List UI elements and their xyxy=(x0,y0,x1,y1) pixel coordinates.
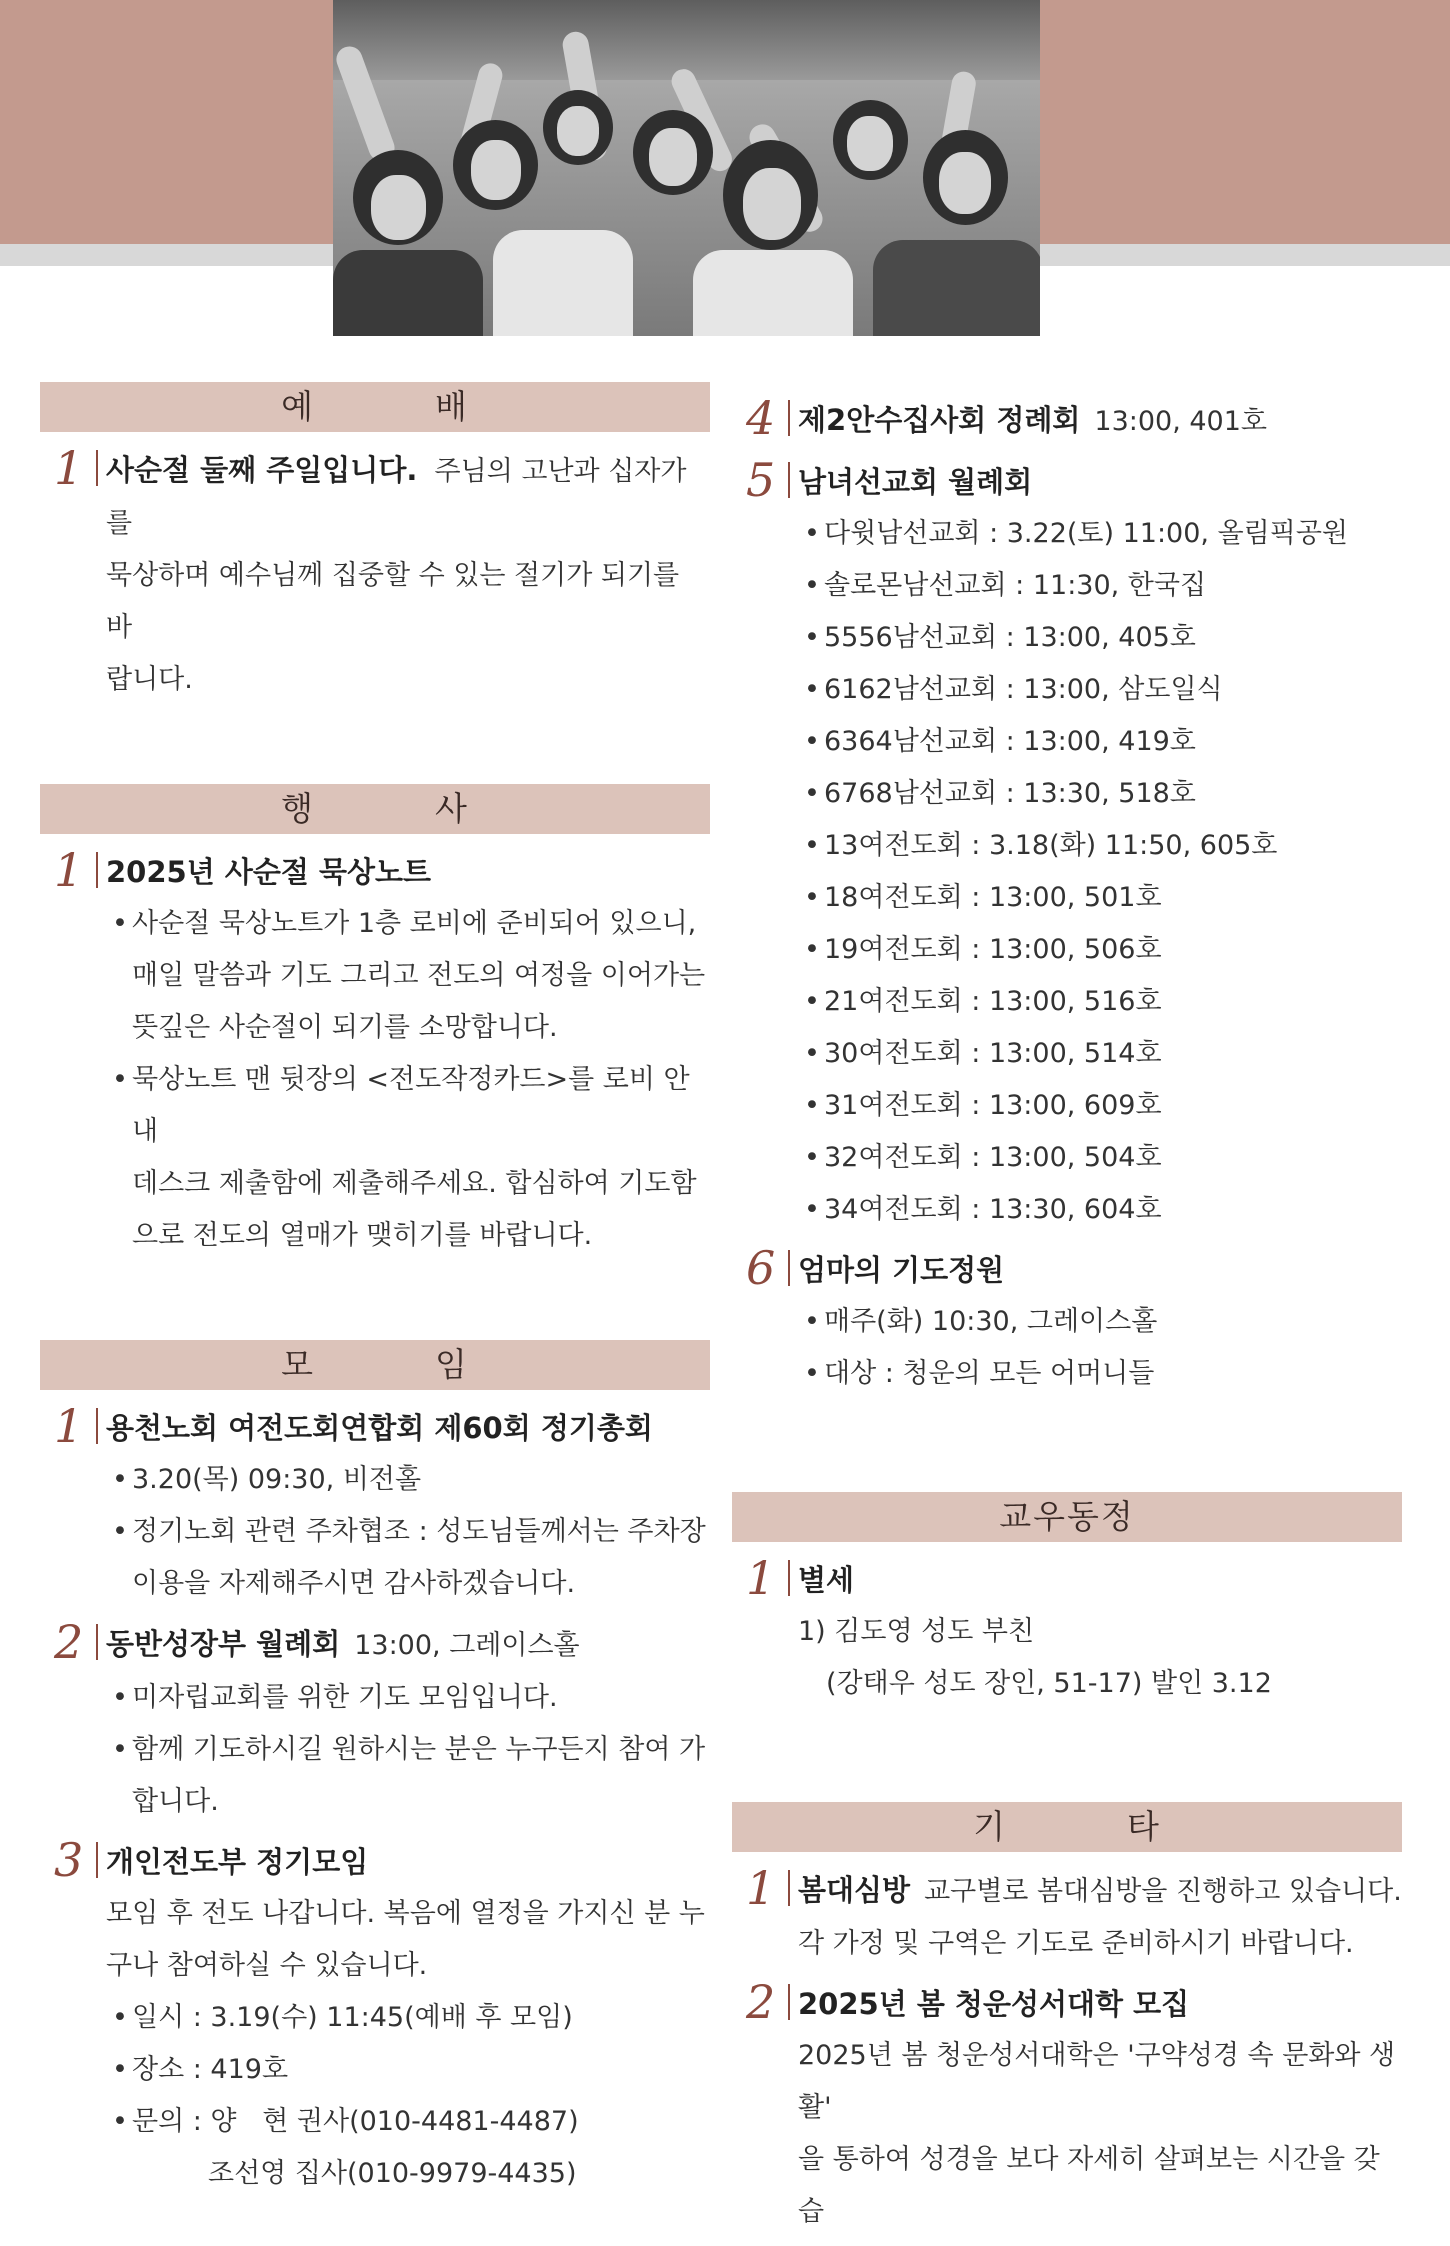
bullet: • 함께 기도하시길 원하시는 분은 누구든지 참여 가 xyxy=(106,1724,710,1776)
meetings-item-2: 2 동반성장부 월례회 13:00, 그레이스홀 • 미자립교회를 위한 기도 모임입니다. • 함께 기도하시길 원하시는 분은 누구든지 참여 가 합니다. xyxy=(40,1618,710,1828)
bullet: • 19여전도회 : 13:00, 506호 xyxy=(798,924,1402,976)
bullet: • 34여전도회 : 13:30, 604호 xyxy=(798,1184,1402,1236)
bullet: • 장소 : 419호 xyxy=(106,2044,710,2096)
item-number: 1 xyxy=(54,843,84,897)
meetings-item-6 xyxy=(732,1241,1402,1400)
bullet: • 21여전도회 : 13:00, 516호 xyxy=(798,976,1402,1028)
header-band-right xyxy=(1040,0,1450,244)
etc-item-1: 1 봄대심방 교구별로 봄대심방을 진행하고 있습니다. 각 가정 및 구역은 기도로 준비하시기 바랍니다. xyxy=(746,1861,1402,1959)
item-title: 봄대심방 xyxy=(798,1873,911,1907)
bullet: • 5556남선교회 : 13:00, 405호 xyxy=(798,612,1402,664)
meetings-item-5 xyxy=(732,453,1402,1236)
meetings-item-4: 4 제2안수집사회 정례회 13:00, 401호 xyxy=(746,391,1267,445)
item-number: 5 xyxy=(746,453,776,507)
item-title: 엄마의 기도정원 xyxy=(798,1253,1005,1287)
bullet: • 사순절 묵상노트가 1층 로비에 준비되어 있으니, xyxy=(106,898,710,950)
item-number: 1 xyxy=(746,1861,776,1915)
bullet: • 묵상노트 맨 뒷장의 <전도작정카드>를 로비 안내 xyxy=(106,1054,710,1158)
item-title: 2025년 봄 청운성서대학 모집 xyxy=(798,1987,1190,2021)
events-item-1: 1 2025년 사순절 묵상노트 • 사순절 묵상노트가 1층 로비에 준비되어 있으니, 매일 말씀과 기도 그리고 전도의 여정을 이어가는 뜻깊은 사순절이 되기를 소망합니다. • 묵상노트 맨 뒷장의 <전도작정카드>를 로비 안내 데스크 제출함에 제출해주세요. 합심하여 기도함 으로 전도의 열매가 맺히기를 바랍니다. xyxy=(40,846,710,1262)
bullet: • 6162남선교회 : 13:00, 삼도일식 xyxy=(798,664,1402,716)
item-number: 1 xyxy=(746,1551,776,1605)
bullet: • 솔로몬남선교회 : 11:30, 한국집 xyxy=(798,560,1402,612)
item-title: 남녀선교회 월례회 xyxy=(798,465,1033,499)
item-number: 3 xyxy=(54,1833,84,1887)
bullet: • 13여전도회 : 3.18(화) 11:50, 605호 xyxy=(798,820,1402,872)
worship-item-1: 1 사순절 둘째 주일입니다. 주님의 고난과 십자가를 묵상하며 예수님께 집중할 수 있는 절기가 되기를 바 랍니다. xyxy=(54,441,687,695)
bullet: • 매주(화) 10:30, 그레이스홀 xyxy=(798,1296,1402,1348)
section-heading-events: 행 사 xyxy=(40,784,710,834)
news-item-1: 1 별세 1) 김도영 성도 부친 (강태우 성도 장인, 51-17) 발인 3.12 xyxy=(732,1554,1402,1710)
bullet: • 미자립교회를 위한 기도 모임입니다. xyxy=(106,1672,710,1724)
header-photo xyxy=(333,0,1040,336)
left-column xyxy=(40,382,710,2208)
item-title: 별세 xyxy=(798,1563,855,1597)
item-number: 2 xyxy=(54,1615,84,1669)
bullet: • 일시 : 3.19(수) 11:45(예배 후 모임) xyxy=(106,1992,710,2044)
bullet: • 3.20(목) 09:30, 비전홀 xyxy=(106,1454,710,1506)
item-title: 동반성장부 월례회 xyxy=(106,1627,341,1661)
bullet: • 대상 : 청운의 모든 어머니들 xyxy=(798,1348,1402,1400)
meetings-item-3: 3 개인전도부 정기모임 모임 후 전도 나갑니다. 복음에 열정을 가지신 분 누 구나 참여하실 수 있습니다. • 일시 : 3.19(수) 11:45(예배 후 모임) • 장소 : 419호 • 문의 : 양 현 권사(010-4481-4487) 조선영 집사(010-9979-4435) xyxy=(40,1836,710,2200)
header-band-left xyxy=(0,0,333,244)
bullet: • 문의 : 양 현 권사(010-4481-4487) xyxy=(106,2096,710,2148)
bullet: • 6364남선교회 : 13:00, 419호 xyxy=(798,716,1402,768)
right-column xyxy=(732,391,1402,2246)
bullet: • 18여전도회 : 13:00, 501호 xyxy=(798,872,1402,924)
section-heading-news: 교우동정 xyxy=(732,1492,1402,1542)
bullet: • 6768남선교회 : 13:30, 518호 xyxy=(798,768,1402,820)
section-heading-meetings: 모 임 xyxy=(40,1340,710,1390)
bullet: • 다윗남선교회 : 3.22(토) 11:00, 올림픽공원 xyxy=(798,508,1402,560)
item-number: 1 xyxy=(54,1399,84,1453)
item-number: 1 xyxy=(54,441,84,495)
etc-item-2: 2 2025년 봄 청운성서대학 모집 2025년 봄 청운성서대학은 '구약성경 속 문화와 생활' 을 통하여 성경을 보다 자세히 살펴보는 시간을 갖습 xyxy=(732,1978,1402,2238)
bullet: • 32여전도회 : 13:00, 504호 xyxy=(798,1132,1402,1184)
item-title: 사순절 둘째 주일입니다. xyxy=(106,453,418,487)
meetings-item-1: 1 용천노회 여전도회연합회 제60회 정기총회 • 3.20(목) 09:30, 비전홀 • 정기노회 관련 주차협조 : 성도님들께서는 주차장 이용을 자제해주시면 감사하겠습니다. xyxy=(40,1402,710,1610)
item-title: 개인전도부 정기모임 xyxy=(106,1845,369,1879)
bullet: • 31여전도회 : 13:00, 609호 xyxy=(798,1080,1402,1132)
item-number: 6 xyxy=(746,1241,776,1295)
item-title: 제2안수집사회 정례회 xyxy=(798,403,1081,437)
section-heading-worship: 예 배 xyxy=(40,382,710,432)
bullet: • 정기노회 관련 주차협조 : 성도님들께서는 주차장 xyxy=(106,1506,710,1558)
section-heading-etc: 기 타 xyxy=(732,1802,1402,1852)
item-title: 2025년 사순절 묵상노트 xyxy=(106,855,432,889)
item-number: 4 xyxy=(746,391,776,445)
item-title: 용천노회 여전도회연합회 제60회 정기총회 xyxy=(106,1411,653,1445)
item-number: 2 xyxy=(746,1975,776,2029)
bullet: • 30여전도회 : 13:00, 514호 xyxy=(798,1028,1402,1080)
